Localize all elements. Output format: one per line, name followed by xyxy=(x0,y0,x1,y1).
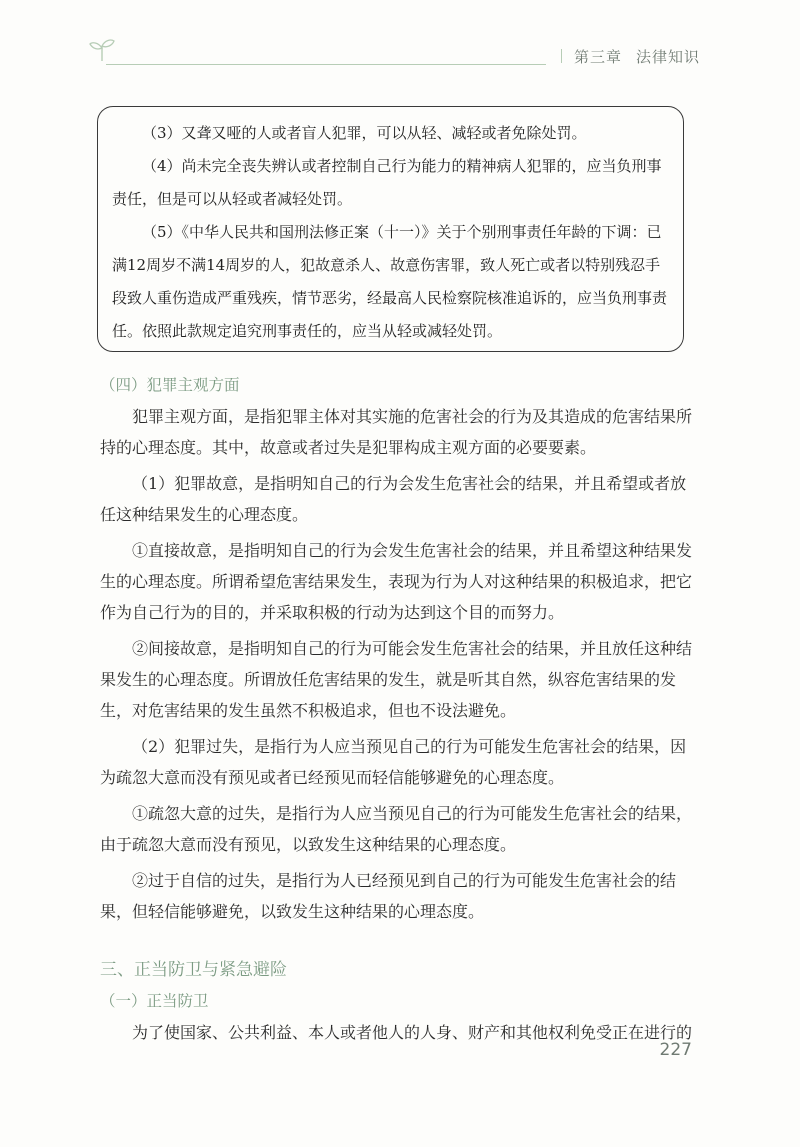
note-line-4: （4）尚未完全丧失辨认或者控制自己行为能力的精神病人犯罪的，应当负刑事责任，但是可以从轻或者减轻处罚。 xyxy=(112,157,662,208)
paragraph: （1）犯罪故意，是指明知自己的行为会发生危害社会的结果，并且希望或者放任这种结果发生的心理态度。 xyxy=(100,474,687,524)
header-rule xyxy=(106,64,546,65)
chapter-label: 第三章 xyxy=(573,48,622,66)
header-separator xyxy=(561,49,562,63)
paragraph: ②间接故意，是指明知自己的行为可能会发生危害社会的结果，并且放任这种结果发生的心理态度。所谓放任危害结果的发生，就是听其自然，纵容危害结果的发生，对危害结果的发生虽然不积极追求，但也不设法避免。 xyxy=(100,639,693,720)
note-line-3: （3）又聋又哑的人或者盲人犯罪，可以从轻、减轻或者免除处罚。 xyxy=(142,124,587,142)
running-head xyxy=(551,46,700,67)
paragraph: 犯罪主观方面，是指犯罪主体对其实施的危害社会的行为及其造成的危害结果所持的心理态度。其中，故意或者过失是犯罪构成主观方面的必要要素。 xyxy=(100,407,693,457)
main-text xyxy=(100,370,696,1048)
page-number: 227 xyxy=(659,1040,692,1060)
note-line-5: （5）《中华人民共和国刑法修正案（十一）》关于个别刑事责任年龄的下调：已满12周岁不满14周岁的人，犯故意杀人、故意伤害罪，致人死亡或者以特别残忍手段致人重伤造成严重残疾，情节恶劣，经最高人民检察院核准追诉的，应当负刑事责任。依照此款规定追究刑事责任的，应当从轻或减轻处罚。 xyxy=(112,223,668,340)
paragraph: ①直接故意，是指明知自己的行为会发生危害社会的结果，并且希望这种结果发生的心理态度。所谓希望危害结果发生，表现为行为人对这种结果的积极追求，把它作为自己行为的目的，并采取积极的行动为达到这个目的而努力。 xyxy=(100,541,693,622)
paragraph: （2）犯罪过失，是指行为人应当预见自己的行为可能发生危害社会的结果，因为疏忽大意而没有预见或者已经预见而轻信能够避免的心理态度。 xyxy=(100,737,687,787)
subsection-heading-1: （一）正当防卫 xyxy=(100,992,209,1010)
paragraph: 为了使国家、公共利益、本人或者他人的人身、财产和其他权利免受正在进行的 xyxy=(132,1023,693,1042)
page-header xyxy=(88,34,700,74)
chapter-title: 法律知识 xyxy=(635,48,700,66)
paragraph: ①疏忽大意的过失，是指行为人应当预见自己的行为可能发生危害社会的结果，由于疏忽大意而没有预见，以致发生这种结果的心理态度。 xyxy=(100,804,693,854)
sprout-icon xyxy=(88,36,116,62)
paragraph: ②过于自信的过失，是指行为人已经预见到自己的行为可能发生危害社会的结果，但轻信能够避免，以致发生这种结果的心理态度。 xyxy=(100,871,677,921)
section-heading-3: 三、正当防卫与紧急避险 xyxy=(100,960,287,980)
note-box xyxy=(97,106,684,352)
section-heading-4: （四）犯罪主观方面 xyxy=(100,376,240,394)
